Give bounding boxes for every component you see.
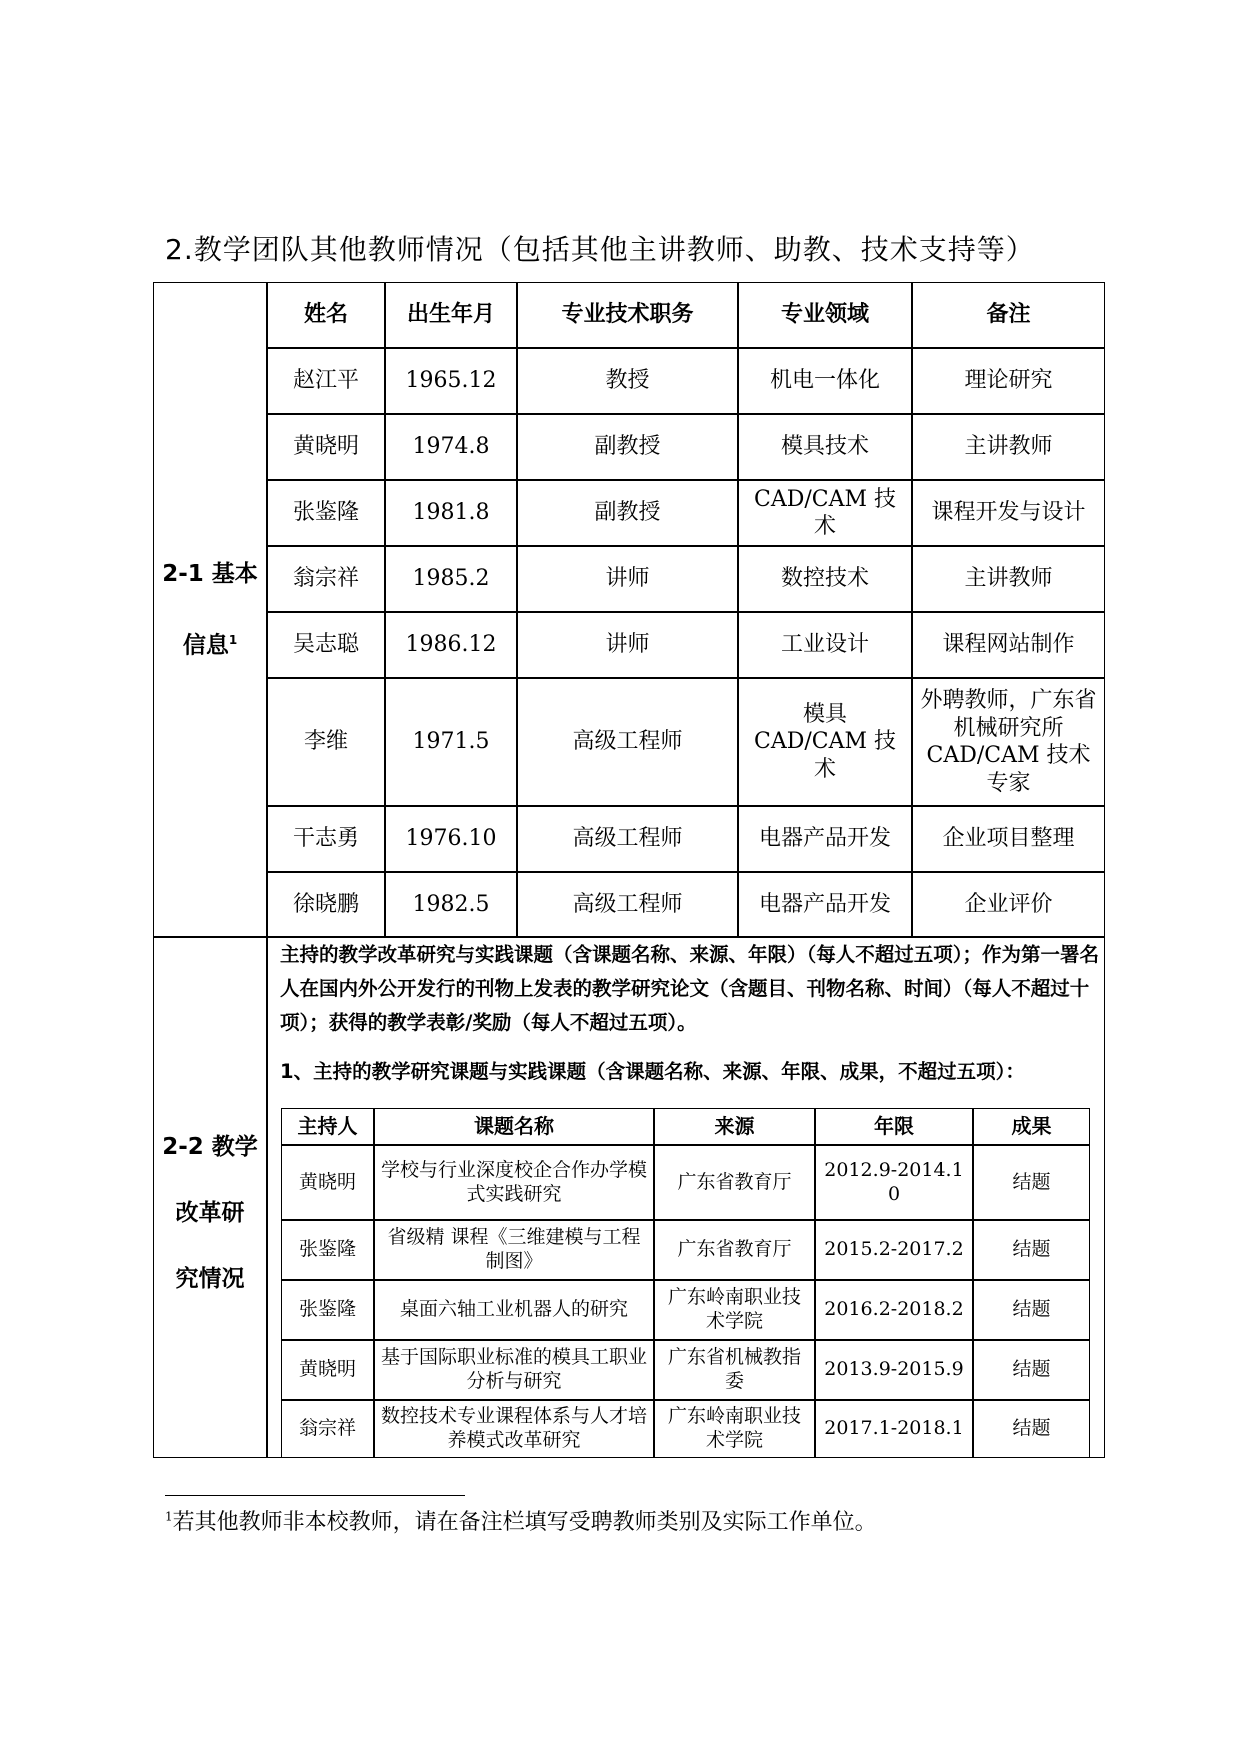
header-title bbox=[517, 282, 738, 348]
row-6-name bbox=[267, 806, 385, 872]
section1-label-line1: 2-1 基本 bbox=[162, 560, 258, 587]
row-5-note bbox=[912, 678, 1105, 806]
row-1-field bbox=[738, 414, 912, 480]
project-row-4-project bbox=[374, 1400, 654, 1458]
row-3-name bbox=[267, 546, 385, 612]
project-row-0-host-text: 黄晓明 bbox=[298, 1170, 356, 1193]
project-row-3-result bbox=[973, 1340, 1090, 1400]
row-1-title bbox=[517, 414, 738, 480]
header-name-text: 姓名 bbox=[303, 302, 348, 328]
row-5-field-text: 模具 CAD/CAM 技术 bbox=[753, 701, 896, 782]
row-0-title bbox=[517, 348, 738, 414]
row-5-note-text: 外聘教师，广东省机械研究所 CAD/CAM 技术专家 bbox=[920, 688, 1097, 796]
header-name bbox=[267, 282, 385, 348]
row-1-name-text: 黄晓明 bbox=[292, 434, 359, 460]
header-note-text: 备注 bbox=[986, 302, 1031, 328]
row-2-title bbox=[517, 480, 738, 546]
project-row-2-project bbox=[374, 1280, 654, 1340]
project-row-4-result-text: 结题 bbox=[1012, 1417, 1051, 1440]
row-1-birth-text: 1974.8 bbox=[412, 434, 490, 460]
row-4-field-text: 工业设计 bbox=[780, 632, 869, 658]
row-4-birth-text: 1986.12 bbox=[405, 632, 497, 658]
project-row-1-project bbox=[374, 1220, 654, 1280]
project-header-project bbox=[374, 1108, 654, 1145]
project-row-4-source bbox=[654, 1400, 815, 1458]
row-2-title-text: 副教授 bbox=[594, 500, 661, 526]
section2-intro: 主持的教学改革研究与实践课题（含课题名称、来源、年限）（每人不超过五项）；作为第一署名人在国内外公开发行的刊物上发表的教学研究论文（含题目、刊物名称、时间）（每人不超过十项）；获得的教学表彰/奖励（每人不超过五项）。 bbox=[280, 943, 1100, 1034]
project-row-4-period bbox=[815, 1400, 973, 1458]
project-row-2-period bbox=[815, 1280, 973, 1340]
project-row-1-period bbox=[815, 1220, 973, 1280]
project-row-0-source bbox=[654, 1145, 815, 1220]
project-row-4-period-text: 2017.1-2018.1 bbox=[824, 1417, 964, 1440]
project-header-source-text: 来源 bbox=[714, 1114, 755, 1138]
row-4-title bbox=[517, 612, 738, 678]
project-row-3-host-text: 黄晓明 bbox=[298, 1358, 356, 1381]
header-field bbox=[738, 282, 912, 348]
row-6-note bbox=[912, 806, 1105, 872]
project-row-2-result bbox=[973, 1280, 1090, 1340]
row-7-birth-text: 1982.5 bbox=[412, 891, 490, 917]
row-2-field-text: CAD/CAM 技术 bbox=[753, 486, 896, 539]
row-6-title-text: 高级工程师 bbox=[572, 826, 683, 852]
row-0-title-text: 教授 bbox=[605, 368, 650, 394]
row-3-field bbox=[738, 546, 912, 612]
project-row-3-host bbox=[281, 1340, 374, 1400]
row-2-note bbox=[912, 480, 1105, 546]
section2-label-line2: 改革研 bbox=[175, 1199, 245, 1226]
project-header-result bbox=[973, 1108, 1090, 1145]
section2-subheading: 1、主持的教学研究课题与实践课题（含课题名称、来源、年限、成果，不超过五项）： bbox=[280, 1060, 1025, 1083]
row-5-birth-text: 1971.5 bbox=[412, 729, 490, 755]
row-4-note bbox=[912, 612, 1105, 678]
row-6-field-text: 电器产品开发 bbox=[758, 826, 891, 852]
project-row-0-result-text: 结题 bbox=[1012, 1170, 1051, 1193]
project-row-0-project-text: 学校与行业深度校企合作办学模式实践研究 bbox=[381, 1158, 648, 1205]
project-row-3-project bbox=[374, 1340, 654, 1400]
row-2-name-text: 张鉴隆 bbox=[292, 500, 359, 526]
project-header-host-text: 主持人 bbox=[297, 1114, 358, 1138]
row-5-name bbox=[267, 678, 385, 806]
row-3-note-text: 主讲教师 bbox=[964, 566, 1053, 592]
row-3-title-text: 讲师 bbox=[605, 566, 650, 592]
footnote-ref: 1 bbox=[228, 632, 238, 647]
section-teaching-reform-label-cell bbox=[153, 937, 267, 1458]
row-1-note-text: 主讲教师 bbox=[964, 434, 1053, 460]
row-7-name bbox=[267, 872, 385, 937]
row-4-birth bbox=[385, 612, 517, 678]
row-0-note-text: 理论研究 bbox=[964, 368, 1053, 394]
row-5-field bbox=[738, 678, 912, 806]
project-row-1-result-text: 结题 bbox=[1012, 1238, 1051, 1261]
project-header-period bbox=[815, 1108, 973, 1145]
row-4-field bbox=[738, 612, 912, 678]
header-field-text: 专业领域 bbox=[780, 302, 869, 328]
row-7-note-text: 企业评价 bbox=[964, 891, 1053, 917]
row-7-birth bbox=[385, 872, 517, 937]
project-row-4-project-text: 数控技术专业课程体系与人才培养模式改革研究 bbox=[381, 1405, 648, 1451]
row-2-note-text: 课程开发与设计 bbox=[931, 500, 1086, 526]
project-row-2-source-text: 广东岭南职业技术学院 bbox=[667, 1286, 801, 1332]
row-0-note bbox=[912, 348, 1105, 414]
project-row-4-host bbox=[281, 1400, 374, 1458]
header-title-text: 专业技术职务 bbox=[561, 302, 694, 328]
row-3-birth bbox=[385, 546, 517, 612]
row-1-name bbox=[267, 414, 385, 480]
row-3-title bbox=[517, 546, 738, 612]
project-row-2-project-text: 桌面六轴工业机器人的研究 bbox=[399, 1298, 628, 1321]
project-row-0-host bbox=[281, 1145, 374, 1220]
project-row-1-source-text: 广东省教育厅 bbox=[677, 1238, 792, 1261]
row-3-note bbox=[912, 546, 1105, 612]
row-2-birth-text: 1981.8 bbox=[412, 500, 490, 526]
project-row-2-host bbox=[281, 1280, 374, 1340]
project-row-3-project-text: 基于国际职业标准的模具工职业分析与研究 bbox=[381, 1346, 648, 1392]
project-row-4-result bbox=[973, 1400, 1090, 1458]
project-row-3-result-text: 结题 bbox=[1012, 1358, 1051, 1381]
project-header-result-text: 成果 bbox=[1011, 1114, 1052, 1138]
section2-label-line3: 究情况 bbox=[175, 1265, 245, 1292]
row-4-note-text: 课程网站制作 bbox=[942, 632, 1075, 658]
footnote bbox=[165, 1505, 877, 1536]
row-7-title bbox=[517, 872, 738, 937]
project-row-1-source bbox=[654, 1220, 815, 1280]
project-row-1-period-text: 2015.2-2017.2 bbox=[824, 1238, 964, 1261]
footnote-divider bbox=[165, 1495, 465, 1496]
project-header-host bbox=[281, 1108, 374, 1145]
row-2-name bbox=[267, 480, 385, 546]
row-7-title-text: 高级工程师 bbox=[572, 891, 683, 917]
row-4-name-text: 吴志聪 bbox=[292, 632, 359, 658]
row-7-name-text: 徐晓鹏 bbox=[292, 891, 359, 917]
project-row-4-source-text: 广东岭南职业技术学院 bbox=[667, 1405, 801, 1451]
project-row-0-period-text: 2012.9-2014.10 bbox=[824, 1158, 964, 1205]
footnote-text: 若其他教师非本校教师，请在备注栏填写受聘教师类别及实际工作单位。 bbox=[172, 1510, 877, 1535]
row-5-title-text: 高级工程师 bbox=[572, 729, 683, 755]
row-0-birth bbox=[385, 348, 517, 414]
header-note bbox=[912, 282, 1105, 348]
project-row-0-project bbox=[374, 1145, 654, 1220]
row-1-title-text: 副教授 bbox=[594, 434, 661, 460]
project-row-1-result bbox=[973, 1220, 1090, 1280]
row-6-birth bbox=[385, 806, 517, 872]
project-row-2-result-text: 结题 bbox=[1012, 1298, 1051, 1321]
project-row-1-project-text: 省级精 课程《三维建模与工程制图》 bbox=[387, 1226, 641, 1272]
row-6-field bbox=[738, 806, 912, 872]
page-title: 2.教学团队其他教师情况（包括其他主讲教师、助教、技术支持等） bbox=[165, 233, 1035, 266]
project-row-0-source-text: 广东省教育厅 bbox=[677, 1170, 792, 1193]
row-3-field-text: 数控技术 bbox=[780, 566, 869, 592]
row-1-field-text: 模具技术 bbox=[780, 434, 869, 460]
row-2-field bbox=[738, 480, 912, 546]
row-6-note-text: 企业项目整理 bbox=[942, 826, 1075, 852]
project-row-0-period bbox=[815, 1145, 973, 1220]
footnote-mark: 1 bbox=[165, 1509, 173, 1524]
row-4-name bbox=[267, 612, 385, 678]
project-row-3-source-text: 广东省机械教指委 bbox=[667, 1346, 801, 1392]
project-header-project-text: 课题名称 bbox=[474, 1114, 554, 1138]
project-row-2-period-text: 2016.2-2018.2 bbox=[824, 1298, 964, 1321]
row-0-birth-text: 1965.12 bbox=[405, 368, 497, 394]
row-0-name bbox=[267, 348, 385, 414]
row-3-name-text: 翁宗祥 bbox=[292, 566, 359, 592]
section-basic-info-label-cell bbox=[153, 282, 267, 937]
row-0-name-text: 赵江平 bbox=[292, 368, 359, 394]
project-row-4-host-text: 翁宗祥 bbox=[298, 1417, 356, 1440]
row-5-name-text: 李维 bbox=[303, 729, 348, 755]
header-birth-text: 出生年月 bbox=[406, 302, 495, 328]
row-6-name-text: 干志勇 bbox=[292, 826, 359, 852]
project-header-source bbox=[654, 1108, 815, 1145]
project-row-3-period-text: 2013.9-2015.9 bbox=[824, 1358, 964, 1381]
header-birth bbox=[385, 282, 517, 348]
project-row-1-host-text: 张鉴隆 bbox=[298, 1238, 356, 1261]
section2-label-line1: 2-2 教学 bbox=[162, 1133, 258, 1160]
row-5-birth bbox=[385, 678, 517, 806]
project-row-0-result bbox=[973, 1145, 1090, 1220]
row-7-field-text: 电器产品开发 bbox=[758, 891, 891, 917]
row-0-field bbox=[738, 348, 912, 414]
project-header-period-text: 年限 bbox=[874, 1114, 914, 1138]
row-0-field-text: 机电一体化 bbox=[769, 368, 880, 394]
project-row-1-host bbox=[281, 1220, 374, 1280]
row-5-title bbox=[517, 678, 738, 806]
section1-label-line2: 信息 bbox=[182, 632, 229, 659]
project-row-3-period bbox=[815, 1340, 973, 1400]
row-3-birth-text: 1985.2 bbox=[412, 566, 490, 592]
row-7-field bbox=[738, 872, 912, 937]
row-6-title bbox=[517, 806, 738, 872]
row-1-birth bbox=[385, 414, 517, 480]
project-row-3-source bbox=[654, 1340, 815, 1400]
row-1-note bbox=[912, 414, 1105, 480]
row-4-title-text: 讲师 bbox=[605, 632, 650, 658]
project-row-2-source bbox=[654, 1280, 815, 1340]
row-7-note bbox=[912, 872, 1105, 937]
row-2-birth bbox=[385, 480, 517, 546]
project-row-2-host-text: 张鉴隆 bbox=[298, 1298, 356, 1321]
row-6-birth-text: 1976.10 bbox=[405, 826, 497, 852]
